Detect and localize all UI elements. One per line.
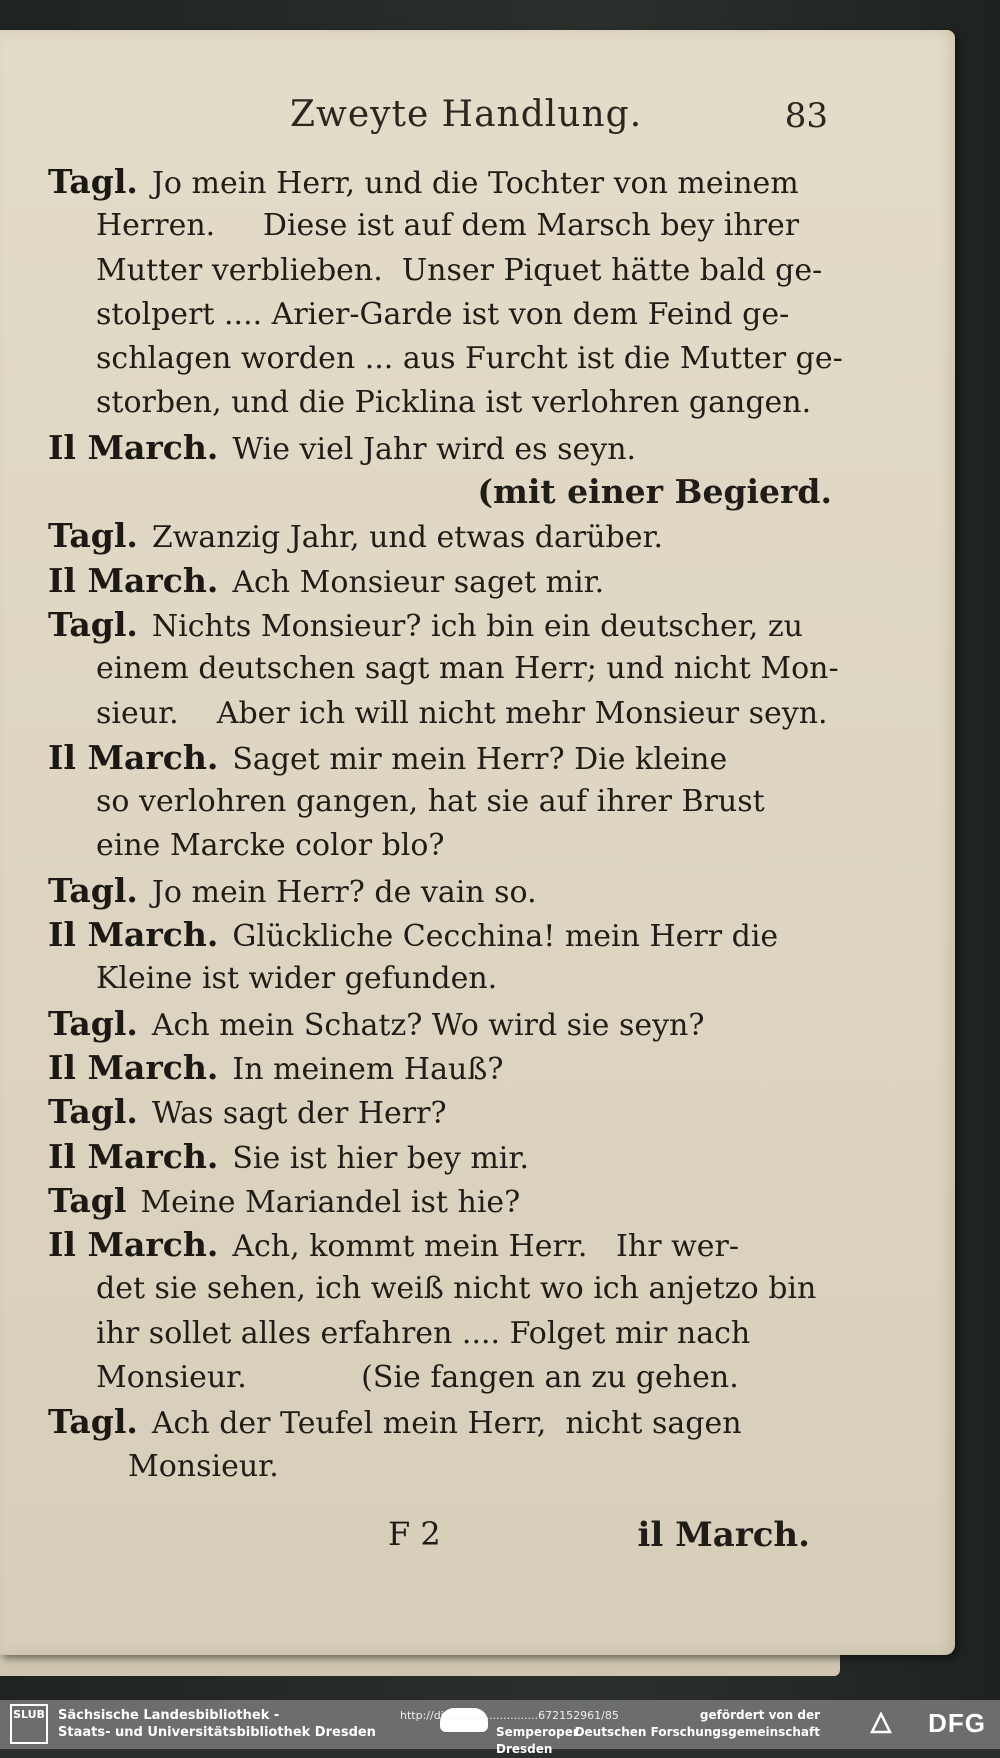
line-text: ihr sollet alles erfahren .... Folget mir nach bbox=[96, 1315, 751, 1351]
library-name bbox=[58, 1707, 376, 1741]
speaker-name: Il March. bbox=[48, 1225, 219, 1265]
line-text: det sie sehen, ich weiß nicht wo ich anjetzo bin bbox=[96, 1271, 817, 1307]
text-line bbox=[48, 249, 838, 293]
library-line-2: Staats- und Universitätsbibliothek Dresden bbox=[58, 1725, 376, 1740]
text-line bbox=[48, 514, 838, 558]
speaker-name: Tagl. bbox=[48, 162, 138, 201]
speaker-name: Tagl. bbox=[48, 1092, 138, 1132]
text-line bbox=[48, 780, 838, 824]
line-text: Sie ist hier bey mir. bbox=[232, 1140, 529, 1176]
text-line bbox=[48, 204, 838, 248]
text-line bbox=[48, 957, 838, 1001]
line-text: einem deutschen sagt man Herr; und nicht Mon- bbox=[96, 651, 839, 687]
catchword: il March. bbox=[637, 1515, 810, 1555]
speaker-name: Tagl. bbox=[48, 1402, 138, 1442]
text-line bbox=[48, 647, 838, 691]
permalink-url[interactable]: http://di...........................672152961/85 bbox=[400, 1709, 619, 1722]
city-label-top: Semperoper bbox=[496, 1725, 579, 1739]
text-line bbox=[48, 1046, 838, 1090]
text-line bbox=[48, 692, 838, 736]
line-text: Glückliche Cecchina! mein Herr die bbox=[232, 919, 779, 955]
speaker-name: Il March. bbox=[48, 427, 219, 467]
text-line bbox=[48, 426, 838, 470]
line-text: schlagen worden ... aus Furcht ist die Mutter ge- bbox=[96, 341, 843, 377]
text-line bbox=[48, 869, 838, 913]
line-text: Was sagt der Herr? bbox=[151, 1096, 447, 1132]
line-text: Saget mir mein Herr? Die kleine bbox=[232, 741, 728, 777]
line-text: sieur. Aber ich will nicht mehr Monsieur seyn. bbox=[96, 695, 828, 731]
funding-line-2: Deutschen Forschungsgemeinschaft bbox=[574, 1725, 820, 1739]
line-text: Ach, kommt mein Herr. Ihr wer- bbox=[232, 1229, 739, 1265]
speaker-name: Tagl. bbox=[48, 604, 138, 644]
dfg-mark-icon bbox=[870, 1712, 892, 1734]
text-line bbox=[48, 1356, 838, 1400]
text-line bbox=[48, 1312, 838, 1356]
line-text: Meine Mariandel ist hie? bbox=[140, 1184, 521, 1220]
funding-note bbox=[575, 1707, 820, 1741]
signature-mark: F 2 bbox=[388, 1515, 441, 1553]
text-line bbox=[48, 293, 838, 337]
book-page bbox=[0, 30, 955, 1655]
text-line bbox=[48, 736, 838, 780]
speaker-name: Tagl. bbox=[48, 516, 138, 556]
line-text: Wie viel Jahr wird es seyn. bbox=[232, 431, 637, 467]
text-line bbox=[48, 1090, 838, 1134]
text-line bbox=[48, 1135, 838, 1179]
line-text: Kleine ist wider gefunden. bbox=[96, 961, 498, 997]
text-line bbox=[48, 1400, 838, 1444]
speaker-name: Il March. bbox=[48, 1047, 219, 1087]
line-text: Jo mein Herr? de vain so. bbox=[151, 874, 537, 910]
text-line bbox=[48, 603, 838, 647]
line-text: Monsieur. (Sie fangen an zu gehen. bbox=[96, 1360, 739, 1396]
speaker-name: Il March. bbox=[48, 1136, 219, 1176]
line-text: Zwanzig Jahr, und etwas darüber. bbox=[151, 520, 664, 556]
line-text: stolpert .... Arier-Garde ist von dem Feind ge- bbox=[96, 296, 790, 332]
line-text: storben, und die Picklina ist verlohren gangen. bbox=[96, 385, 812, 421]
speaker-name: Tagl. bbox=[48, 1003, 138, 1043]
text-line bbox=[48, 1179, 838, 1223]
text-line bbox=[48, 913, 838, 957]
speaker-name: Il March. bbox=[48, 915, 219, 955]
line-text: Ach mein Schatz? Wo wird sie seyn? bbox=[151, 1007, 705, 1043]
dialogue-text bbox=[48, 160, 843, 1489]
city-name: Dresden bbox=[496, 1742, 553, 1756]
slub-logo[interactable]: SLUB bbox=[10, 1704, 48, 1744]
speaker-name: Il March. bbox=[48, 560, 219, 600]
line-text: Jo mein Herr, und die Tochter von meinem bbox=[151, 166, 799, 201]
line-text: In meinem Hauß? bbox=[232, 1051, 504, 1087]
text-line bbox=[48, 1445, 838, 1489]
running-title: Zweyte Handlung. bbox=[290, 94, 643, 135]
text-line bbox=[48, 1267, 838, 1311]
line-text: Mutter verblieben. Unser Piquet hätte bald ge- bbox=[96, 252, 823, 288]
viewer-footer bbox=[0, 1700, 1000, 1756]
page-footer-line bbox=[48, 1515, 838, 1565]
line-text: eine Marcke color blo? bbox=[96, 828, 445, 864]
line-text: Ach der Teufel mein Herr, nicht sagen bbox=[151, 1406, 742, 1442]
text-line bbox=[48, 824, 838, 868]
line-text: Herren. Diese ist auf dem Marsch bey ihrer bbox=[96, 208, 800, 244]
speaker-name: Tagl. bbox=[48, 870, 138, 910]
speaker-name: Il March. bbox=[48, 737, 219, 777]
text-line bbox=[48, 337, 843, 381]
stage-direction: (mit einer Begierd. bbox=[477, 472, 832, 512]
line-text: so verlohren gangen, hat sie auf ihrer Brust bbox=[96, 784, 765, 820]
page-header bbox=[290, 94, 850, 144]
text-line bbox=[48, 559, 838, 603]
line-text: Monsieur. bbox=[128, 1448, 279, 1484]
text-line bbox=[48, 470, 838, 514]
line-text: Nichts Monsieur? ich bin ein deutscher, zu bbox=[151, 608, 803, 644]
text-line bbox=[48, 1002, 838, 1046]
speaker-name: Tagl bbox=[48, 1180, 127, 1220]
text-line bbox=[48, 160, 838, 204]
funding-line-1: gefördert von der bbox=[699, 1708, 820, 1722]
page-number: 83 bbox=[784, 96, 828, 136]
library-line-1: Sächsische Landesbibliothek - bbox=[58, 1708, 280, 1723]
text-line bbox=[48, 381, 838, 425]
text-line bbox=[48, 1223, 838, 1267]
dfg-logo[interactable]: DFG bbox=[928, 1708, 986, 1738]
line-text: Ach Monsieur saget mir. bbox=[232, 564, 605, 600]
